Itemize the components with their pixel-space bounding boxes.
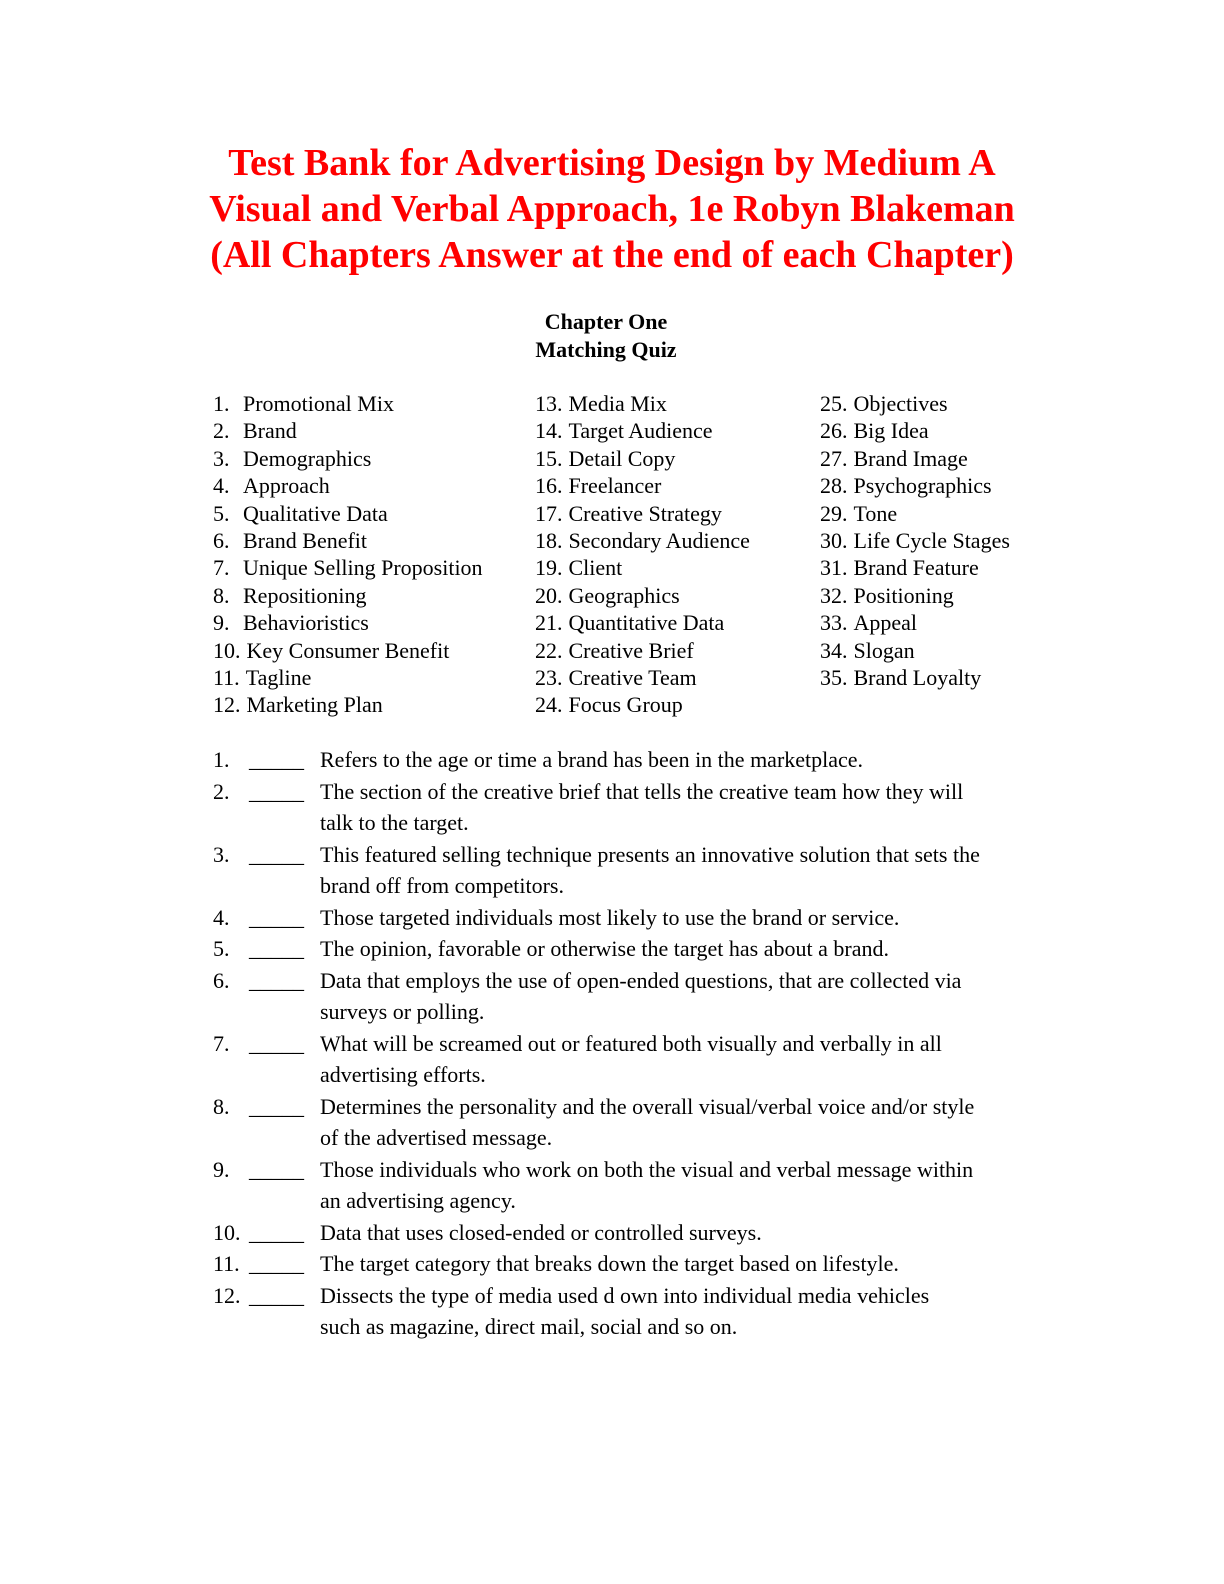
quiz-subtitle: Matching Quiz bbox=[535, 337, 677, 362]
terms-column-1 bbox=[213, 390, 483, 719]
term-label: Creative Brief bbox=[568, 637, 694, 663]
title-line-2: Visual and Verbal Approach, 1e Robyn Blakeman bbox=[209, 188, 1015, 230]
question-item bbox=[213, 1248, 1043, 1280]
term-item bbox=[213, 609, 483, 636]
question-text-line: The section of the creative brief that tells the creative team how they will bbox=[320, 778, 964, 804]
term-number: 29. bbox=[820, 500, 848, 526]
term-label: Brand Benefit bbox=[243, 528, 368, 554]
term-number: 23. bbox=[535, 665, 563, 691]
term-item bbox=[820, 390, 1010, 417]
chapter-heading bbox=[0, 308, 1212, 364]
term-item bbox=[535, 417, 750, 444]
answer-blank[interactable]: _____ bbox=[249, 747, 304, 772]
term-number: 7. bbox=[213, 555, 230, 581]
term-item bbox=[535, 691, 750, 718]
term-label: Unique Selling Proposition bbox=[243, 555, 483, 581]
term-label: Brand bbox=[243, 418, 297, 444]
term-number: 26. bbox=[820, 418, 848, 444]
question-text-line: The target category that breaks down the target based on lifestyle. bbox=[320, 1251, 899, 1276]
term-label: Brand Loyalty bbox=[853, 665, 982, 691]
question-number: 2. bbox=[213, 778, 230, 804]
term-number: 20. bbox=[535, 582, 563, 608]
question-text-line: Those individuals who work on both the visual and verbal message within bbox=[320, 1156, 974, 1182]
question-item bbox=[213, 1217, 1043, 1249]
term-number: 6. bbox=[213, 528, 230, 554]
term-item bbox=[535, 582, 750, 609]
question-number: 11. bbox=[213, 1251, 240, 1276]
term-item bbox=[820, 637, 1010, 664]
term-number: 24. bbox=[535, 692, 563, 718]
term-label: Client bbox=[568, 555, 623, 581]
question-number: 7. bbox=[213, 1030, 230, 1056]
term-number: 9. bbox=[213, 610, 230, 636]
term-item bbox=[535, 445, 750, 472]
term-number: 12. bbox=[213, 692, 241, 718]
term-label: Slogan bbox=[853, 637, 915, 663]
term-number: 10. bbox=[213, 637, 241, 663]
question-item bbox=[213, 965, 1043, 1028]
answer-blank[interactable]: _____ bbox=[249, 904, 304, 930]
term-number: 8. bbox=[213, 582, 230, 608]
term-number: 15. bbox=[535, 445, 563, 471]
term-label: Secondary Audience bbox=[568, 528, 750, 554]
term-number: 30. bbox=[820, 528, 848, 554]
answer-blank[interactable]: _____ bbox=[249, 967, 304, 993]
question-number: 6. bbox=[213, 967, 230, 993]
document-title bbox=[100, 140, 1124, 278]
term-item bbox=[535, 664, 750, 691]
term-label: Behavioristics bbox=[243, 610, 369, 636]
term-number: 34. bbox=[820, 637, 848, 663]
term-item bbox=[213, 527, 483, 554]
term-item bbox=[535, 637, 750, 664]
term-item bbox=[535, 390, 750, 417]
question-number: 10. bbox=[213, 1219, 241, 1245]
term-number: 28. bbox=[820, 473, 848, 499]
term-label: Appeal bbox=[853, 610, 918, 636]
question-number: 8. bbox=[213, 1093, 230, 1119]
term-number: 32. bbox=[820, 582, 848, 608]
question-item bbox=[213, 1154, 1043, 1217]
term-label: Brand Feature bbox=[853, 555, 979, 581]
term-label: Big Idea bbox=[853, 418, 929, 444]
term-number: 19. bbox=[535, 555, 563, 581]
question-number: 4. bbox=[213, 904, 230, 930]
term-item bbox=[820, 554, 1010, 581]
term-item bbox=[820, 500, 1010, 527]
term-label: Demographics bbox=[243, 445, 372, 471]
term-label: Target Audience bbox=[568, 418, 713, 444]
answer-blank[interactable]: _____ bbox=[249, 936, 304, 961]
question-number: 1. bbox=[213, 747, 230, 772]
question-item bbox=[213, 1091, 1043, 1154]
question-item bbox=[213, 902, 1043, 934]
term-item bbox=[535, 527, 750, 554]
term-label: Psychographics bbox=[853, 473, 992, 499]
term-item bbox=[213, 664, 483, 691]
question-text-line: This featured selling technique presents an innovative solution that sets the bbox=[320, 841, 980, 867]
question-number: 3. bbox=[213, 841, 230, 867]
question-text-line: Data that uses closed-ended or controlled surveys. bbox=[320, 1219, 762, 1245]
term-item bbox=[820, 445, 1010, 472]
term-number: 16. bbox=[535, 473, 563, 499]
term-item bbox=[820, 472, 1010, 499]
term-number: 22. bbox=[535, 637, 563, 663]
question-item bbox=[213, 776, 1043, 839]
answer-blank[interactable]: _____ bbox=[249, 1030, 304, 1056]
term-item bbox=[535, 609, 750, 636]
term-number: 33. bbox=[820, 610, 848, 636]
term-item bbox=[213, 390, 483, 417]
term-label: Promotional Mix bbox=[243, 391, 394, 416]
term-number: 17. bbox=[535, 500, 563, 526]
question-text-line: advertising efforts. bbox=[320, 1062, 486, 1087]
term-label: Objectives bbox=[853, 391, 948, 416]
term-label: Qualitative Data bbox=[243, 500, 388, 526]
term-number: 2. bbox=[213, 418, 230, 444]
term-number: 31. bbox=[820, 555, 848, 581]
term-item bbox=[820, 582, 1010, 609]
answer-blank[interactable]: _____ bbox=[249, 1219, 304, 1245]
question-text-line: Determines the personality and the overall visual/verbal voice and/or style bbox=[320, 1093, 975, 1119]
question-text-line: What will be screamed out or featured both visually and verbally in all bbox=[320, 1030, 942, 1056]
question-text-line: surveys or polling. bbox=[320, 999, 485, 1024]
question-item bbox=[213, 933, 1043, 965]
term-label: Positioning bbox=[853, 582, 954, 608]
term-label: Marketing Plan bbox=[246, 692, 383, 718]
question-text-line: talk to the target. bbox=[320, 810, 469, 835]
term-number: 5. bbox=[213, 500, 230, 526]
matching-questions bbox=[213, 744, 1043, 1343]
term-item bbox=[535, 554, 750, 581]
answer-blank[interactable]: _____ bbox=[249, 1251, 304, 1276]
term-label: Geographics bbox=[568, 582, 680, 608]
term-number: 1. bbox=[213, 391, 230, 416]
question-item bbox=[213, 744, 1043, 776]
term-number: 18. bbox=[535, 528, 563, 554]
question-text-line: an advertising agency. bbox=[320, 1188, 516, 1213]
term-label: Creative Team bbox=[568, 665, 697, 691]
term-label: Repositioning bbox=[243, 582, 367, 608]
term-label: Detail Copy bbox=[568, 445, 676, 471]
question-text-line: Those targeted individuals most likely to use the brand or service. bbox=[320, 904, 900, 930]
term-number: 13. bbox=[535, 391, 563, 416]
question-number: 12. bbox=[213, 1282, 241, 1308]
question-text-line: Dissects the type of media used d own into individual media vehicles bbox=[320, 1282, 930, 1308]
answer-blank[interactable]: _____ bbox=[249, 778, 304, 804]
term-item bbox=[820, 417, 1010, 444]
term-label: Quantitative Data bbox=[568, 610, 725, 636]
term-label: Creative Strategy bbox=[568, 500, 722, 526]
chapter-title: Chapter One bbox=[544, 309, 668, 334]
term-item bbox=[213, 691, 483, 718]
term-label: Tagline bbox=[245, 665, 312, 691]
term-item bbox=[213, 417, 483, 444]
term-item bbox=[820, 664, 1010, 691]
answer-blank[interactable]: _____ bbox=[249, 1093, 304, 1119]
term-label: Freelancer bbox=[568, 473, 662, 499]
term-label: Tone bbox=[853, 500, 898, 526]
term-item bbox=[820, 527, 1010, 554]
term-label: Key Consumer Benefit bbox=[246, 637, 450, 663]
term-number: 4. bbox=[213, 473, 230, 499]
term-label: Focus Group bbox=[568, 692, 683, 718]
term-number: 11. bbox=[213, 665, 240, 691]
question-number: 5. bbox=[213, 936, 230, 961]
term-number: 14. bbox=[535, 418, 563, 444]
term-item bbox=[535, 500, 750, 527]
answer-blank[interactable]: _____ bbox=[249, 1156, 304, 1182]
term-item bbox=[213, 472, 483, 499]
question-item bbox=[213, 1028, 1043, 1091]
question-text-line: The opinion, favorable or otherwise the target has about a brand. bbox=[320, 936, 889, 961]
question-text-line: Refers to the age or time a brand has been in the marketplace. bbox=[320, 747, 864, 772]
question-number: 9. bbox=[213, 1156, 230, 1182]
question-item bbox=[213, 839, 1043, 902]
term-item bbox=[213, 554, 483, 581]
answer-blank[interactable]: _____ bbox=[249, 1282, 304, 1308]
term-item bbox=[535, 472, 750, 499]
question-text-line: Data that employs the use of open-ended questions, that are collected via bbox=[320, 967, 962, 993]
term-item bbox=[213, 500, 483, 527]
term-label: Approach bbox=[243, 473, 330, 499]
question-item bbox=[213, 1280, 1043, 1343]
term-label: Media Mix bbox=[568, 391, 667, 416]
question-text-line: such as magazine, direct mail, social and so on. bbox=[320, 1314, 738, 1339]
term-item bbox=[213, 582, 483, 609]
term-item bbox=[213, 637, 483, 664]
term-number: 35. bbox=[820, 665, 848, 691]
terms-column-2 bbox=[535, 390, 750, 719]
question-text-line: of the advertised message. bbox=[320, 1125, 553, 1150]
answer-blank[interactable]: _____ bbox=[249, 841, 304, 867]
term-number: 27. bbox=[820, 445, 848, 471]
term-number: 21. bbox=[535, 610, 563, 636]
question-text-line: brand off from competitors. bbox=[320, 873, 564, 898]
title-line-1: Test Bank for Advertising Design by Medium A bbox=[228, 142, 996, 184]
term-number: 3. bbox=[213, 445, 230, 471]
terms-column-3 bbox=[820, 390, 1010, 691]
term-item bbox=[820, 609, 1010, 636]
term-label: Brand Image bbox=[853, 445, 968, 471]
title-line-3: (All Chapters Answer at the end of each Chapter) bbox=[210, 234, 1014, 276]
term-label: Life Cycle Stages bbox=[853, 528, 1010, 554]
term-number: 25. bbox=[820, 391, 848, 416]
term-item bbox=[213, 445, 483, 472]
